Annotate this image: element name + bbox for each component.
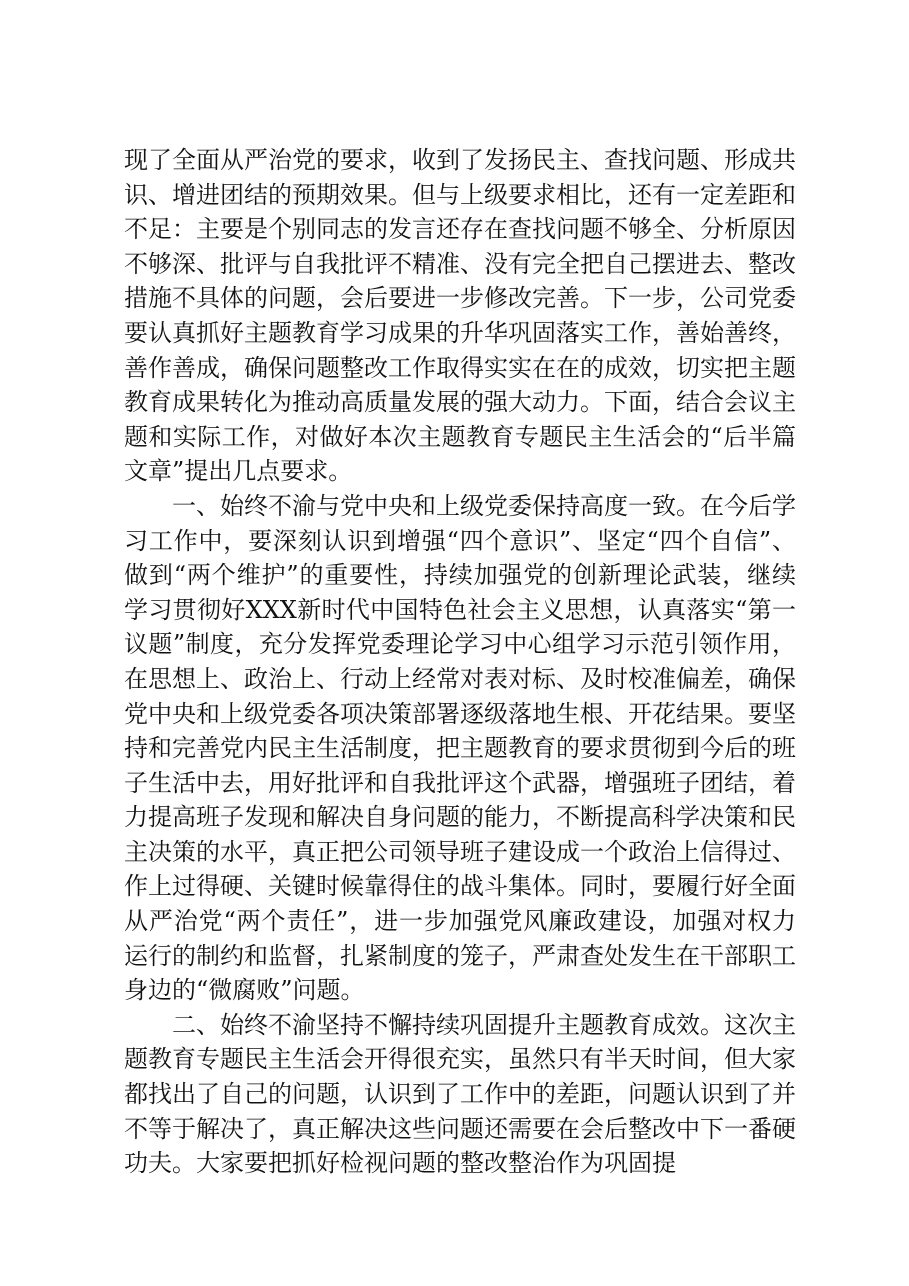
paragraph-continuation: 现了全面从严治党的要求，收到了发扬民主、查找问题、形成共识、增进团结的预期效果。但与上级要求相比，还有一定差距和不足：主要是个别同志的发言还存在查找问题不够全、分析原因不够深、批评与自我批评不精准、没有完全把自己摆进去、整改措施不具体的问题，会后要进一步修改完善。下一步，公司党委要认真抓好主题教育学习成果的升华巩固落实工作，善始善终，善作善成，确保问题整改工作取得实实在在的成效，切实把主题教育成果转化为推动高质量发展的强大动力。下面，结合会议主题和实际工作，对做好本次主题教育专题民主生活会的“后半篇文章”提出几点要求。 (124, 146, 796, 486)
paragraph-point-two: 二、始终不渝坚持不懈持续巩固提升主题教育成效。这次主题教育专题民主生活会开得很充实，虽然只有半天时间，但大家都找出了自己的问题，认识到了工作中的差距，问题认识到了并不等于解决了，真正解决这些问题还需要在会后整改中下一番硬功夫。大家要把抓好检视问题的整改整治作为巩固提 (124, 1010, 796, 1178)
paragraph-point-one: 一、始终不渝与党中央和上级党委保持高度一致。在今后学习工作中，要深刻认识到增强“四个意识”、坚定“四个自信”、做到“两个维护”的重要性，持续加强党的创新理论武装，继续学习贯彻好XXX新时代中国特色社会主义思想，认真落实“第一议题”制度，充分发挥党委理论学习中心组学习示范引领作用，在思想上、政治上、行动上经常对表对标、及时校准偏差，确保党中央和上级党委各项决策部署逐级落地生根、开花结果。要坚持和完善党内民主生活制度，把主题教育的要求贯彻到今后的班子生活中去，用好批评和自我批评这个武器，增强班子团结，着力提高班子发现和解决自身问题的能力，不断提高科学决策和民主决策的水平，真正把公司领导班子建设成一个政治上信得过、作上过得硬、关键时候靠得住的战斗集体。同时，要履行好全面从严治党“两个责任”，进一步加强党风廉政建设，加强对权力运行的制约和监督，扎紧制度的笼子，严肃查处发生在干部职工身边的“微腐败”问题。 (124, 491, 796, 1005)
document-body (124, 143, 796, 1181)
